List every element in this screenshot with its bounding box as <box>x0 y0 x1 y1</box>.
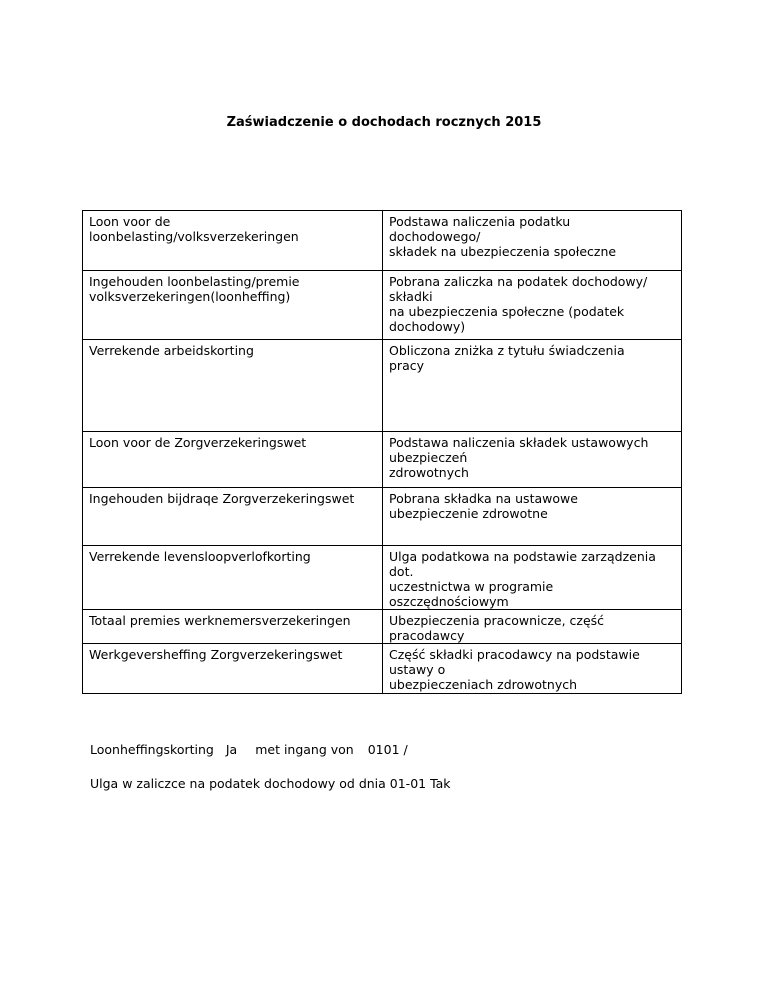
cell-text: składki <box>389 289 433 304</box>
table-row <box>83 211 682 271</box>
tax-credit-label: Loonheffingskorting <box>90 742 214 757</box>
cell-text: Totaal premies werknemersverzekeringen <box>89 613 351 628</box>
cell-text: Verrekende levensloopverlofkorting <box>89 549 311 564</box>
table-row <box>83 340 682 432</box>
dutch-term-cell <box>83 644 383 694</box>
dutch-term-cell <box>83 271 383 340</box>
dutch-term-cell <box>83 432 383 488</box>
start-date-value: 0101 / <box>367 742 408 757</box>
polish-term-cell <box>383 610 682 644</box>
cell-text: zdrowotnych <box>389 465 469 480</box>
cell-text: Podstawa naliczenia składek ustawowych <box>389 435 649 450</box>
cell-text: ustawy o <box>389 662 446 677</box>
tax-credit-answer: Ja <box>225 742 238 757</box>
cell-text: Ingehouden loonbelasting/premie <box>89 274 300 289</box>
polish-term-cell <box>383 644 682 694</box>
cell-text: Ubezpieczenia pracownicze, część <box>389 613 605 628</box>
cell-text: ubezpieczeń <box>389 450 468 465</box>
cell-text: Pobrana zaliczka na podatek dochodowy/ <box>389 274 648 289</box>
dutch-term-cell <box>83 610 383 644</box>
cell-text: Loon voor de <box>89 214 171 229</box>
table-row <box>83 546 682 610</box>
cell-text: na ubezpieczenia społeczne (podatek <box>389 304 625 319</box>
cell-text: Verrekende arbeidskorting <box>89 343 254 358</box>
document-title: Zaświadczenie o dochodach rocznych 2015 <box>226 115 542 130</box>
cell-text: pracodawcy <box>389 628 465 643</box>
cell-text: dochodowy) <box>389 319 466 334</box>
cell-text: oszczędnościowym <box>389 594 509 609</box>
cell-text: Ulga podatkowa na podstawie zarządzenia <box>389 549 656 564</box>
tax-credit-line <box>90 742 408 757</box>
polish-term-cell <box>383 546 682 610</box>
table-row <box>83 610 682 644</box>
cell-text: Część składki pracodawcy na podstawie <box>389 647 640 662</box>
polish-term-cell <box>383 211 682 271</box>
cell-text: ubezpieczenie zdrowotne <box>389 506 548 521</box>
start-date-label: met ingang von <box>255 742 354 757</box>
table-row <box>83 271 682 340</box>
dutch-term-cell <box>83 546 383 610</box>
cell-text: Pobrana składka na ustawowe <box>389 491 578 506</box>
cell-text: dochodowego/ <box>389 229 481 244</box>
cell-text: Podstawa naliczenia podatku <box>389 214 571 229</box>
polish-term-cell <box>383 340 682 432</box>
cell-text: Obliczona zniżka z tytułu świadczenia <box>389 343 625 358</box>
cell-text: Ingehouden bijdraqe Zorgverzekeringswet <box>89 491 355 506</box>
tax-credit-translation: Ulga w zaliczce na podatek dochodowy od dnia 01-01 Tak <box>90 776 451 791</box>
dutch-term-cell <box>83 488 383 546</box>
polish-term-cell <box>383 271 682 340</box>
table-row <box>83 644 682 694</box>
cell-text: Loon voor de Zorgverzekeringswet <box>89 435 307 450</box>
cell-text: volksverzekeringen(loonheffing) <box>89 289 291 304</box>
table-row <box>83 488 682 546</box>
cell-text: dot. <box>389 564 414 579</box>
cell-text: pracy <box>389 358 425 373</box>
cell-text: ubezpieczeniach zdrowotnych <box>389 677 578 692</box>
cell-text: składek na ubezpieczenia społeczne <box>389 244 617 259</box>
polish-term-cell <box>383 488 682 546</box>
dutch-term-cell <box>83 340 383 432</box>
cell-text: loonbelasting/volksverzekeringen <box>89 229 299 244</box>
cell-text: Werkgeversheffing Zorgverzekeringswet <box>89 647 343 662</box>
income-statement-table <box>82 210 682 694</box>
dutch-term-cell <box>83 211 383 271</box>
table-row <box>83 432 682 488</box>
cell-text: uczestnictwa w programie <box>389 579 554 594</box>
polish-term-cell <box>383 432 682 488</box>
